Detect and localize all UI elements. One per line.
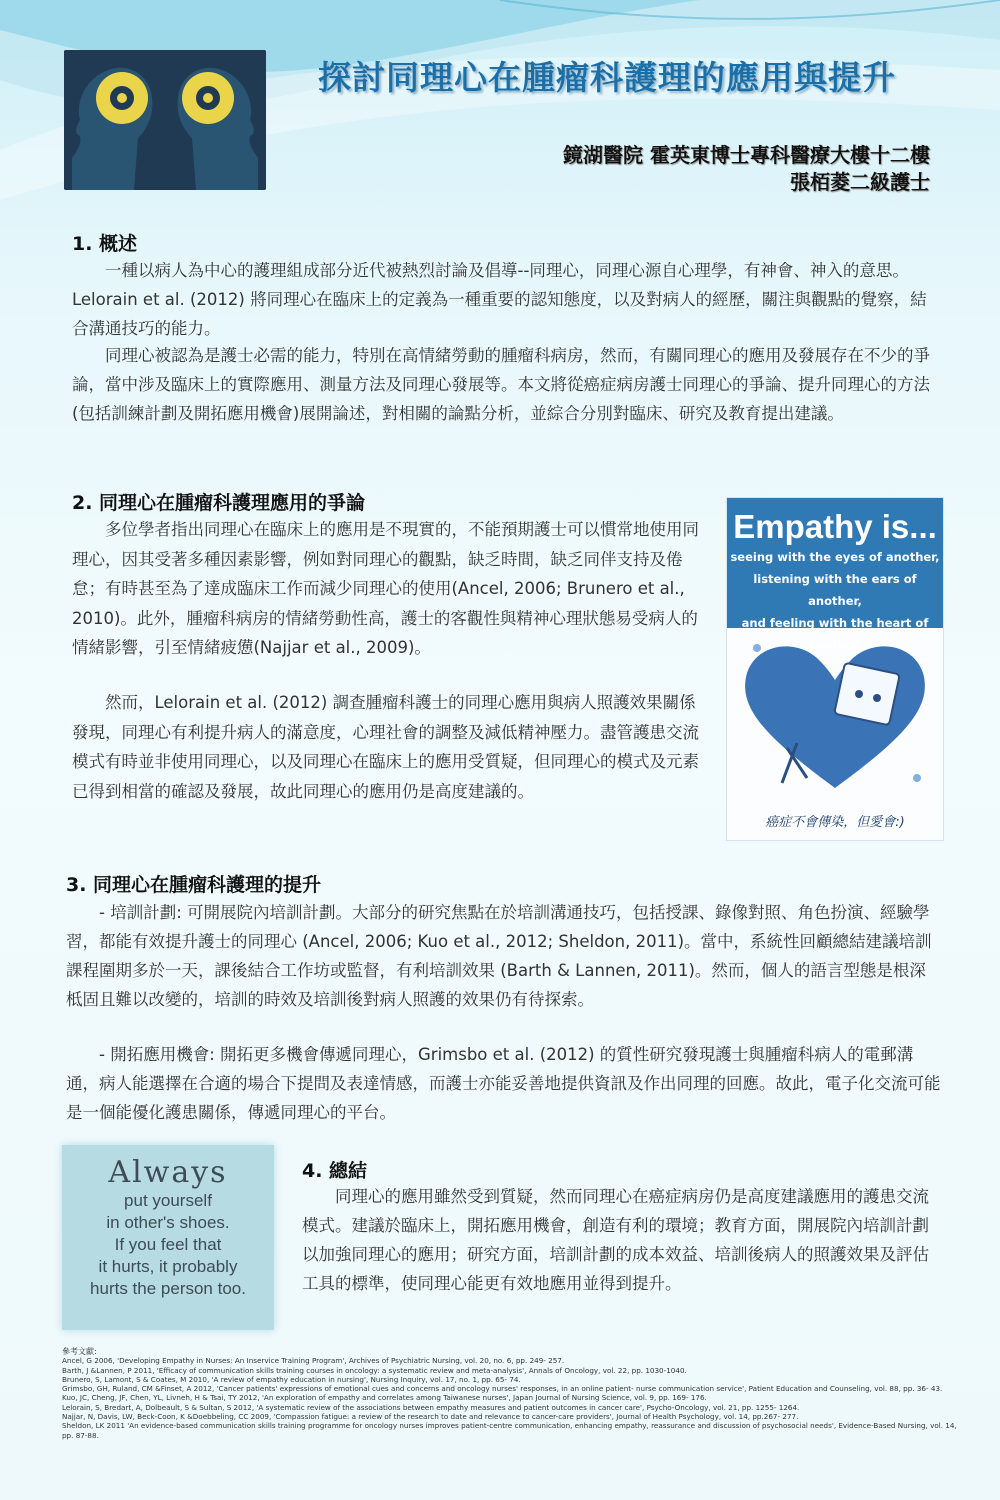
heart-couple-illustration	[727, 628, 943, 808]
always-card-title: Always	[108, 1155, 228, 1190]
reference-item: Najjar, N, Davis, LW, Beck-Coon, K &Doebbeling, CC 2009, 'Compassion fatigue: a review of the research to date and relevance to cancer-care providers', Journal of Health Psychology, vol. 14, pp.267- 277.	[62, 1412, 799, 1422]
always-card-line5: hurts the person too.	[90, 1279, 246, 1298]
reference-item: Grimsbo, GH, Ruland, CM &Finset, A 2012, 'Cancer patients' expressions of emotional cues and concerns and oncology nurses' responses, in an online patient- nurse communication service', Patient Education and Counseling, vol. 88, pp. 36- 43.	[62, 1384, 943, 1394]
empathy-card-line1: seeing with the eyes of another,	[730, 550, 940, 564]
section3-title: 3. 同理心在腫瘤科護理的提升	[66, 874, 322, 896]
reference-item: Barth, J &Lannen, P 2011, 'Efficacy of communication skills training courses in oncology: a systematic review and meta-analysis', Annals of Oncology, vol. 22, pp. 1030-1040.	[62, 1365, 687, 1375]
reference-item: Brunero, S, Lamont, S & Coates, M 2010, 'A review of empathy education in nursing', Nursing Inquiry, vol. 17, no. 1, pp. 65- 74.	[62, 1374, 521, 1384]
empathy-card-line2: listening with the ears of another,	[753, 572, 917, 608]
reference-item: Ancel, G 2006, 'Developing Empathy in Nurses: An Inservice Training Program', Archives of Psychiatric Nursing, vol. 20, no. 6, pp. 249- 257.	[62, 1356, 565, 1366]
affiliation-author: 張栢菱二級護士	[790, 170, 930, 194]
section2-paragraph2: 然而，Lelorain et al. (2012) 調查腫瘤科護士的同理心應用與病人照護效果關係發現，同理心有利提升病人的滿意度，心理社會的調整及減低精神壓力。盡管護患交流模式有時並非使用同理心，以及同理心在臨床上的應用受質疑，但同理心的模式及元素已得到相當的確認及發展，故此同理心的應用仍是高度建議的。	[72, 693, 699, 801]
section2-title: 2. 同理心在腫瘤科護理應用的爭論	[72, 492, 366, 514]
empathy-card-title: Empathy is...	[733, 508, 937, 545]
references	[62, 1347, 962, 1440]
references-title: 參考文獻:	[62, 1347, 97, 1356]
section3-paragraph1: - 培訓計劃: 可開展院內培訓計劃。大部分的研究焦點在於培訓溝通技巧，包括授課、錄像對照、角色扮演、經驗學習，都能有效提升護士的同理心 (Ancel, 2006; Kuo et al., 2012; Sheldon, 2011)。當中，系統性回顧總結建議培訓課程圍期多於一天，課後結合工作坊或監督，有利培訓效果 (Barth & Lannen, 2011)。然而，個人的語言型態是根深柢固且難以改變的，培訓的時效及培訓後對病人照護的效果仍有待探索。	[66, 903, 932, 1009]
empathy-card-caption: 癌症不會傳染，但愛會:)	[765, 815, 905, 830]
empathy-card-header	[727, 498, 943, 652]
affiliation-hospital: 鏡湖醫院 霍英東博士專科醫療大樓十二樓	[563, 143, 930, 167]
always-card-line4: it hurts, it probably	[98, 1257, 238, 1276]
section4-title: 4. 總結	[302, 1160, 368, 1182]
section4-paragraph1: 同理心的應用雖然受到質疑，然而同理心在癌症病房仍是高度建議應用的護患交流模式。建議於臨床上，開拓應用機會，創造有利的環境；教育方面，開展院內培訓計劃以加強同理心的應用；研究方面，培訓計劃的成本效益、培訓後病人的照護效果及評估工具的標準，使同理心能更有效地應用並得到提升。	[302, 1187, 929, 1293]
section1-paragraph2: 同理心被認為是護士必需的能力，特別在高情緒勞動的腫瘤科病房，然而，有關同理心的應用及發展存在不少的爭論，當中涉及臨床上的實際應用、測量方法及同理心發展等。本文將從癌症病房護士同理心的爭論、提升同理心的方法(包括訓練計劃及開拓應用機會)展開論述，對相關的論點分析，並綜合分別對臨床、研究及教育提出建議。	[72, 346, 930, 423]
reference-item: Kuo, JC, Cheng, JF, Chen, YL, Livneh, H & Tsai, TY 2012, 'An exploration of empathy and correlates among Taiwanese nurses', Japan Journal of Nursing Science, vol. 9, pp. 169- 176.	[62, 1393, 707, 1403]
always-card-line2: in other's shoes.	[106, 1213, 230, 1232]
reference-item: Lelorain, S, Bredart, A, Dolbeault, S & Sultan, S 2012, 'A systematic review of the associations between empathy measures and patient outcomes in cancer care', Psycho-Oncology, vol. 21, pp. 1255- 1264.	[62, 1402, 800, 1412]
reference-item: Sheldon, LK 2011 'An evidence-based communication skills training programme for oncology nurses improves patient-centre communication, enhancing empathy, reassurance and discussion of psychosocial needs', Evidence-Based Nursing, vol. 14, pp. 87-88.	[62, 1421, 957, 1440]
poster-title: 探討同理心在腫瘤科護理的應用與提升	[318, 58, 896, 97]
empathy-card-line3: and feeling with the heart of another.	[741, 616, 929, 652]
affiliation	[563, 142, 930, 196]
section2-paragraph1: 多位學者指出同理心在臨床上的應用是不現實的，不能預期護士可以慣常地使用同理心，因其受著多種因素影響，例如對同理心的觀點，缺乏時間，缺乏同伴支持及倦怠；有時甚至為了達成臨床工作而減少同理心的使用(Ancel, 2006; Brunero et al., 2010)。此外，腫瘤科病房的情緒勞動性高，護士的客觀性與精神心理狀態易受病人的情緒影響，引至情緒疲憊(Najjar et al., 2009)。	[72, 520, 699, 657]
empathy-heads-illustration	[64, 50, 266, 190]
section3-paragraph2: - 開拓應用機會: 開拓更多機會傳遞同理心，Grimsbo et al. (2012) 的質性研究發現護士與腫瘤科病人的電郵溝通，病人能選擇在合適的場合下提問及表達情感，而護士亦能妥善地提供資訊及作出同理的回應。故此，電子化交流可能是一個能優化護患關係，傳遞同理心的平台。	[66, 1045, 941, 1122]
empathy-is-image	[726, 497, 944, 841]
always-quote-image	[62, 1145, 274, 1330]
section1-paragraph1: 一種以病人為中心的護理組成部分近代被熱烈討論及倡導--同理心，同理心源自心理學，有神會、神入的意思。Lelorain et al. (2012) 將同理心在臨床上的定義為一種重要的認知態度，以及對病人的經歷，關注與觀點的覺察，結合溝通技巧的能力。	[72, 261, 927, 338]
section1-title: 1. 概述	[72, 233, 138, 255]
always-card-line1: put yourself	[124, 1191, 212, 1210]
always-card-line3: If you feel that	[114, 1235, 222, 1254]
